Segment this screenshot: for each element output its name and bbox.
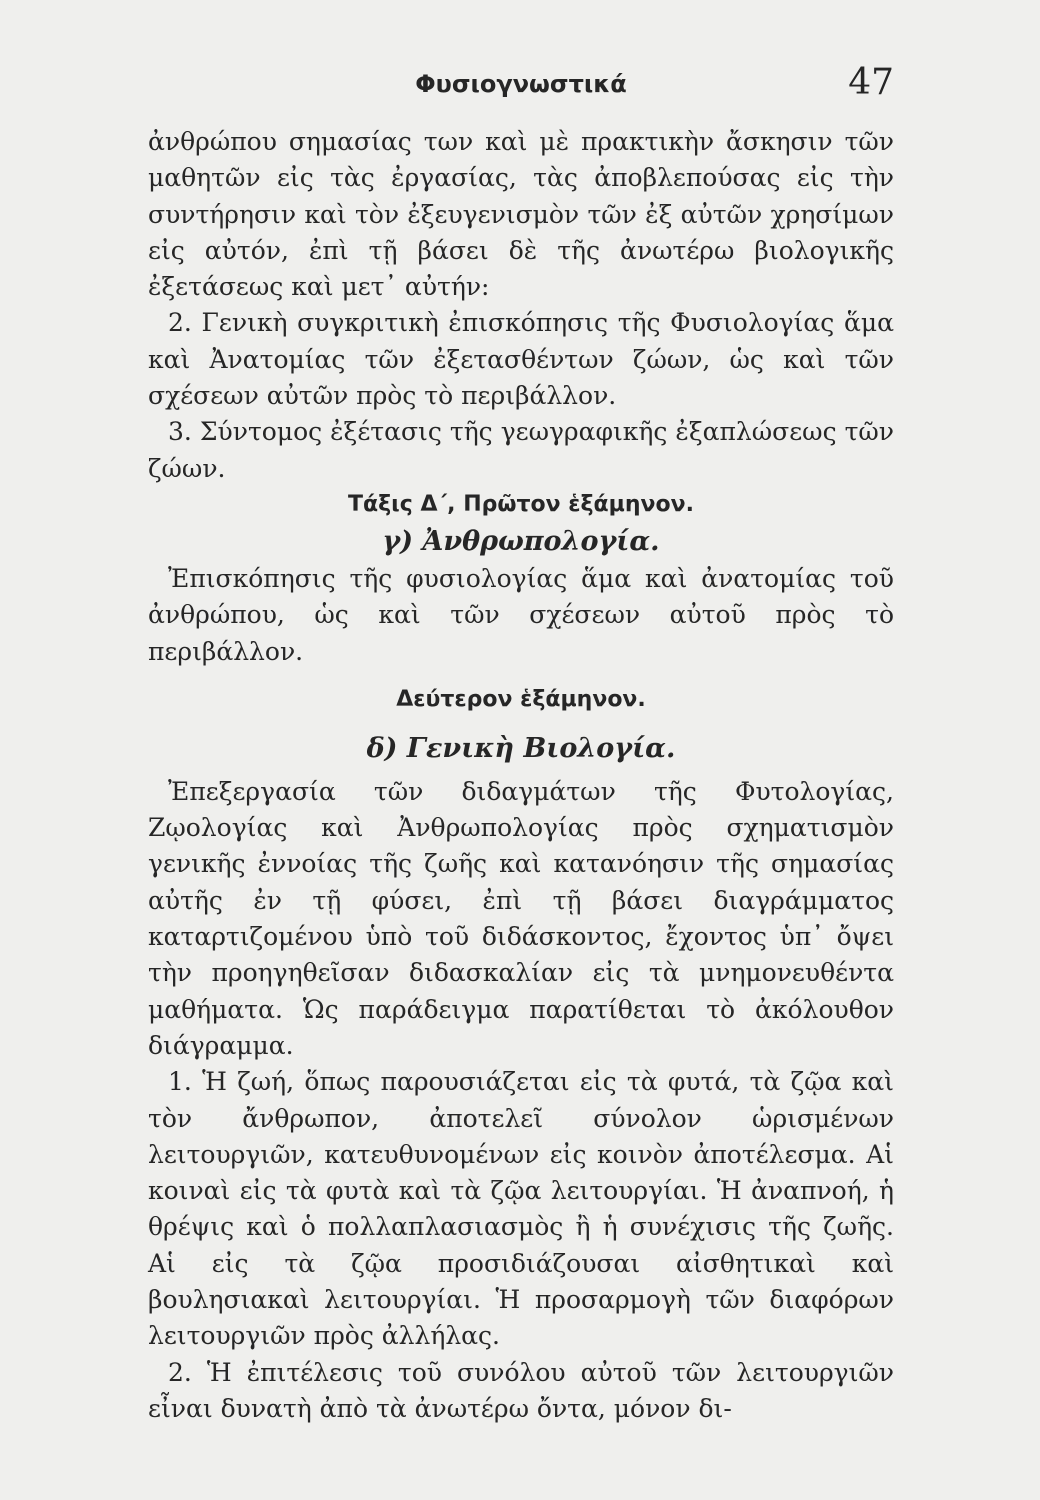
paragraph-item-2: 2. Γενικὴ συγκριτικὴ ἐπισκόπησις τῆς Φυσιολογίας ἅμα καὶ Ἀνατομίας τῶν ἐξετασθέντων ζώων, ὡς καὶ τῶν σχέσεων αὐτῶν πρὸς τὸ περιβάλλον. (148, 308, 894, 411)
page-number: 47 (848, 62, 894, 103)
class-heading: Τάξις Δ΄, Πρῶτον ἑξάμηνον. (348, 491, 694, 517)
page-header (148, 62, 894, 106)
semester-heading: Δεύτερον ἑξάμηνον. (396, 686, 646, 712)
paragraph-biology: Ἐπεξεργασία τῶν διδαγμάτων τῆς Φυτολογίας, Ζῳολογίας καὶ Ἀνθρωπολογίας πρὸς σχηματισμὸν γενικῆς ἐννοίας τῆς ζωῆς καὶ κατανόησιν τῆς σημασίας αὐτῆς ἐν τῇ φύσει, ἐπὶ τῇ βάσει διαγράμματος καταρτιζομένου ὑπὸ τοῦ διδάσκοντος, ἔχοντος ὑπ᾽ ὄψει τὴν προηγηθεῖσαν διδασκαλίαν εἰς τὰ μνημονευθέντα μαθήματα. Ὡς παράδειγμα παρατίθεται τὸ ἀκόλουθον διάγραμμα. (148, 776, 894, 1060)
body-text (148, 124, 894, 1427)
paragraph-continuation: ἀνθρώπου σημασίας των καὶ μὲ πρακτικὴν ἄσκησιν τῶν μαθητῶν εἰς τὰς ἐργασίας, τὰς ἀποβλεπούσας εἰς τὴν συντήρησιν καὶ τὸν ἐξευγενισμὸν τῶν ἐξ αὐτῶν χρησίμων εἰς αὐτόν, ἐπὶ τῇ βάσει δὲ τῆς ἀνωτέρω βιολογικῆς ἐξετάσεως καὶ μετ᾽ αὐτήν: (148, 127, 894, 302)
paragraph-item-2b: 2. Ἡ ἐπιτέλεσις τοῦ συνόλου αὐτοῦ τῶν λειτουργιῶν εἶναι δυνατὴ ἀπὸ τὰ ἀνωτέρω ὄντα, μόνον δι- (148, 1357, 894, 1423)
running-title: Φυσιογνωστικά (415, 70, 627, 98)
paragraph-item-1: 1. Ἡ ζωή, ὅπως παρουσιάζεται εἰς τὰ φυτά, τὰ ζῷα καὶ τὸν ἄνθρωπον, ἀποτελεῖ σύνολον ὡρισμένων λειτουργιῶν, κατευθυνομένων εἰς κοινὸν ἀποτέλεσμα. Αἱ κοιναὶ εἰς τὰ φυτὰ καὶ τὰ ζῷα λειτουργίαι. Ἡ ἀναπνοή, ἡ θρέψις καὶ ὁ πολλαπλασιασμὸς ἢ ἡ συνέχισις τῆς ζωῆς. Αἱ εἰς τὰ ζῷα προσιδιάζουσαι αἰσθητικαὶ καὶ βουλησιακαὶ λειτουργίαι. Ἡ προσαρμογὴ τῶν διαφόρων λειτουργιῶν πρὸς ἀλλήλας. (148, 1067, 894, 1351)
paragraph-anthropology: Ἐπισκόπησις τῆς φυσιολογίας ἅμα καὶ ἀνατομίας τοῦ ἀνθρώπου, ὡς καὶ τῶν σχέσεων αὐτοῦ πρὸς τὸ περιβάλλον. (148, 563, 894, 666)
section-title-biology: δ) Γενικὴ Βιολογία. (366, 732, 676, 764)
paragraph-item-3: 3. Σύντομος ἐξέτασις τῆς γεωγραφικῆς ἐξαπλώσεως τῶν ζώων. (148, 417, 894, 483)
section-title-anthropology: γ) Ἀνθρωπολογία. (382, 525, 660, 557)
